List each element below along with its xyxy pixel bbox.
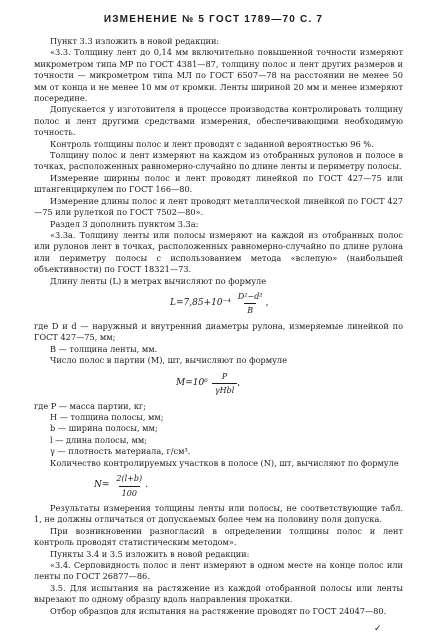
list-item: H — толщина полосы, мм; bbox=[50, 411, 164, 422]
paragraph: Измерение ширины полос и лент проводят линейкой по ГОСТ 427—75 или штангенциркулем по ГОСТ 166—80. bbox=[34, 172, 403, 195]
paragraph: Измерение длины полос и лент проводят металлической линейкой по ГОСТ 427—75 или рулеткой по ГОСТ 7502—80». bbox=[34, 195, 403, 218]
formula-sections bbox=[34, 471, 403, 501]
paragraph: При возникновении разногласий в определении толщины полос и лент контроль проводят статистическим методом». bbox=[34, 525, 403, 548]
formula-numerator: 2(l+b) bbox=[116, 474, 143, 484]
paragraph: Раздел 3 дополнить пунктом 3.3а: bbox=[50, 218, 199, 229]
paragraph: Толщину полос и лент измеряют на каждом из отобранных рулонов и полосе в точках, расположенных равномерно-случайно по длине ленты и периметру полосы. bbox=[34, 150, 403, 172]
paragraph: B — толщина ленты, мм. bbox=[50, 343, 158, 354]
formula-fraction bbox=[212, 371, 237, 397]
paragraph: где D и d — наружный и внутренний диаметры рулона, измеряемые линейкой по ГОСТ 427—75, мм; bbox=[34, 320, 403, 343]
paragraph: Контроль толщины полос и лент проводят с заданной вероятностью 96 %. bbox=[50, 138, 374, 149]
formula-fraction bbox=[235, 291, 266, 317]
formula-left: L=7,85+10⁻⁴ bbox=[170, 298, 231, 309]
list-item: l — длина полосы, мм; bbox=[50, 434, 147, 445]
list-item: b — ширина полосы, мм; bbox=[50, 423, 158, 434]
list-item: γ — плотность материала, г/см³. bbox=[50, 446, 191, 457]
formula-denominator: B bbox=[244, 303, 256, 316]
formula-punct: , bbox=[237, 377, 241, 388]
paragraph: «3.3. Толщину лент до 0,14 мм включительно повышенной точности измеряют микрометром типа МР по ГОСТ 4381—87, толщину полос и лент других размеров и точности — микрометром типа МЛ по ГОСТ 6507—78 на расстоянии не менее 50 мм от конца и не менее 10 мм от кромки. Ленты шириной 20 мм и менее измеряют посередине. bbox=[34, 47, 403, 104]
formula-length bbox=[34, 289, 403, 319]
check-mark: ✓ bbox=[374, 624, 382, 634]
paragraph: Пункты 3.4 и 3.5 изложить в новой редакции: bbox=[50, 548, 250, 559]
paragraph: Пункт 3.3 изложить в новой редакции: bbox=[50, 36, 220, 46]
list-item: где P — масса партии, кг; bbox=[34, 400, 146, 411]
formula-denominator: 100 bbox=[119, 486, 140, 499]
formula-numerator: P bbox=[221, 371, 228, 381]
paragraph: «3.3а. Толщину ленты или полосы измеряют на каждой из отобранных полос или рулонов лент в точках, расположенных равномерно-случайно по длине рулона или периметру полосы с использованием метода «вслепую» (наибольшей объективности) по ГОСТ 18321—73. bbox=[34, 229, 403, 275]
paragraph: Результаты измерения толщины ленты или полосы, не соответствующие табл. 1, не должны отличаться от допускаемых более чем на половину поля допуска. bbox=[34, 503, 403, 525]
formula-denominator: γHbl bbox=[212, 383, 237, 396]
formula-left: N= bbox=[94, 480, 110, 491]
paragraph: Количество контролируемых участков в полосе (N), шт, вычисляют по формуле bbox=[50, 457, 399, 468]
paragraph: Длину ленты (L) в метрах вычисляют по формуле bbox=[50, 275, 267, 286]
paragraph: «3.4. Серповидность полос и лент измеряют в одном месте на конце полос или ленты по ГОСТ 26877—86. bbox=[34, 560, 403, 582]
paragraph: Число полос в партии (M), шт, вычисляют по формуле bbox=[50, 355, 287, 366]
document-body bbox=[34, 36, 403, 617]
formula-numerator: D²−d² bbox=[237, 292, 263, 302]
formula-fraction bbox=[113, 473, 145, 499]
formula-count bbox=[34, 369, 403, 399]
paragraph: Допускается у изготовителя в процессе производства контролировать толщину полос и лент другими средствами измерения, обеспечивающими необходимую точность. bbox=[34, 104, 403, 138]
paragraph: 3.5. Для испытания на растяжение из каждой отобранной полосы или ленты вырезают по одному образцу вдоль направления прокатки. bbox=[34, 582, 403, 605]
paragraph: Отбор образцов для испытания на растяжение проводят по ГОСТ 24047—80. bbox=[50, 605, 387, 616]
variable-list bbox=[34, 401, 403, 458]
formula-left: M=10⁶ bbox=[176, 377, 208, 388]
page-header: ИЗМЕНЕНИЕ № 5 ГОСТ 1789—70 С. 7 bbox=[103, 14, 324, 25]
formula-punct: . bbox=[145, 480, 149, 491]
formula-punct: , bbox=[265, 298, 269, 309]
